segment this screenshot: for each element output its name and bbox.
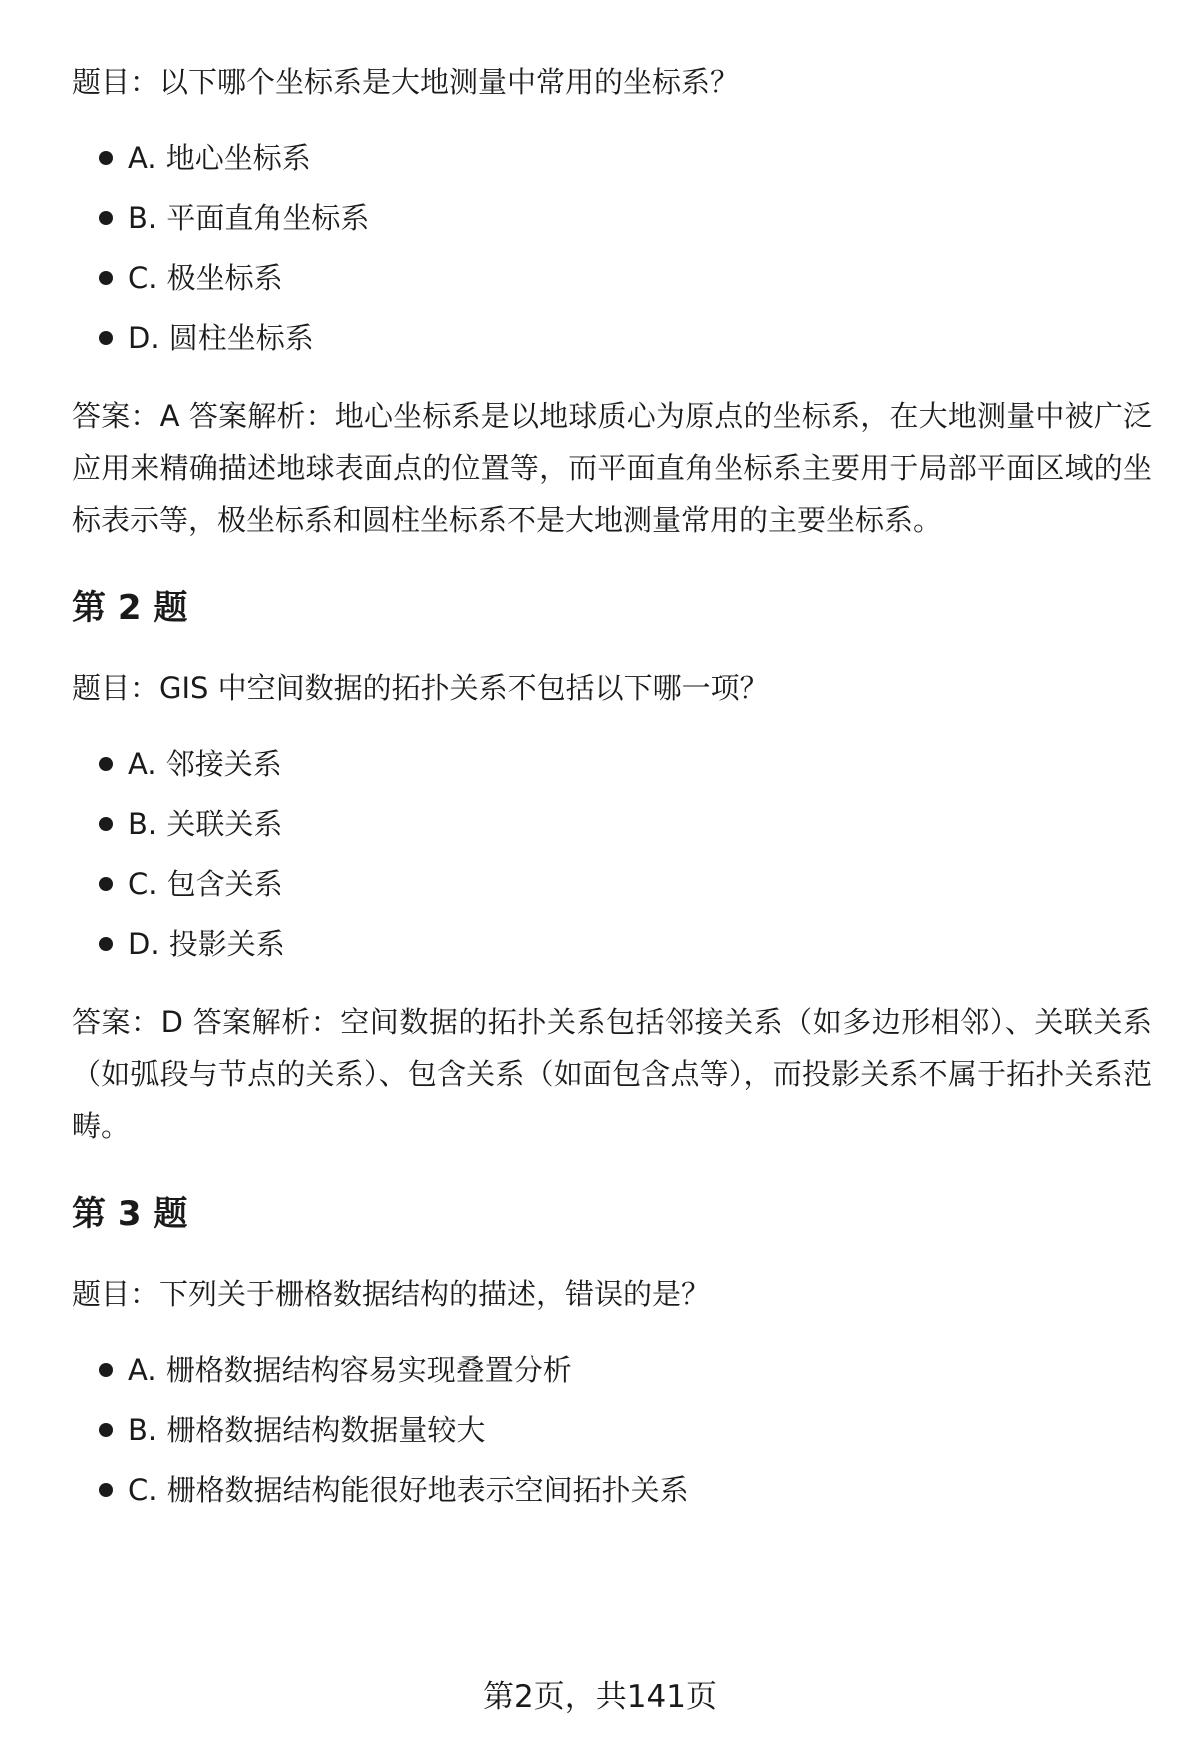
bullet-icon	[99, 757, 113, 771]
question-3-option-a: A. 栅格数据结构容易实现叠置分析	[72, 1350, 1152, 1390]
question-1-option-b: B. 平面直角坐标系	[72, 198, 1152, 238]
question-2-title: 第 2 题	[72, 588, 188, 628]
bullet-icon	[99, 937, 113, 951]
question-2-option-a: A. 邻接关系	[72, 744, 1152, 784]
question-3-option-b: B. 栅格数据结构数据量较大	[72, 1410, 1152, 1450]
page-footer: 第2页，共141页	[483, 1679, 717, 1715]
question-1-option-a: A. 地心坐标系	[72, 138, 1152, 178]
question-2-text: 题目：GIS 中空间数据的拓扑关系不包括以下哪一项？	[72, 671, 769, 705]
bullet-icon	[99, 817, 113, 831]
bullet-icon	[99, 1423, 113, 1437]
question-1-text: 题目：以下哪个坐标系是大地测量中常用的坐标系？	[72, 65, 740, 99]
question-3-option-c: C. 栅格数据结构能很好地表示空间拓扑关系	[72, 1470, 1152, 1510]
question-3-options	[72, 1350, 1152, 1510]
question-2-answer: 答案：D 答案解析：空间数据的拓扑关系包括邻接关系（如多边形相邻）、关联关系（如弧段与节点的关系）、包含关系（如面包含点等），而投影关系不属于拓扑关系范畴。	[72, 1005, 1152, 1143]
question-1-answer: 答案：A 答案解析：地心坐标系是以地球质心为原点的坐标系，在大地测量中被广泛应用来精确描述地球表面点的位置等，而平面直角坐标系主要用于局部平面区域的坐标表示等，极坐标系和圆柱坐标系不是大地测量常用的主要坐标系。	[72, 399, 1152, 537]
question-1-option-d: D. 圆柱坐标系	[72, 318, 1152, 358]
bullet-icon	[99, 211, 113, 225]
question-3-title: 第 3 题	[72, 1194, 188, 1234]
bullet-icon	[99, 1363, 113, 1377]
question-3-text: 题目：下列关于栅格数据结构的描述，错误的是？	[72, 1277, 711, 1311]
bullet-icon	[99, 331, 113, 345]
question-2-option-d: D. 投影关系	[72, 924, 1152, 964]
bullet-icon	[99, 877, 113, 891]
question-2-option-c: C. 包含关系	[72, 864, 1152, 904]
question-1-options	[72, 138, 1152, 358]
bullet-icon	[99, 151, 113, 165]
bullet-icon	[99, 1483, 113, 1497]
question-2-options	[72, 744, 1152, 964]
document-content	[72, 62, 1152, 1542]
question-1-option-c: C. 极坐标系	[72, 258, 1152, 298]
bullet-icon	[99, 271, 113, 285]
question-2-option-b: B. 关联关系	[72, 804, 1152, 844]
